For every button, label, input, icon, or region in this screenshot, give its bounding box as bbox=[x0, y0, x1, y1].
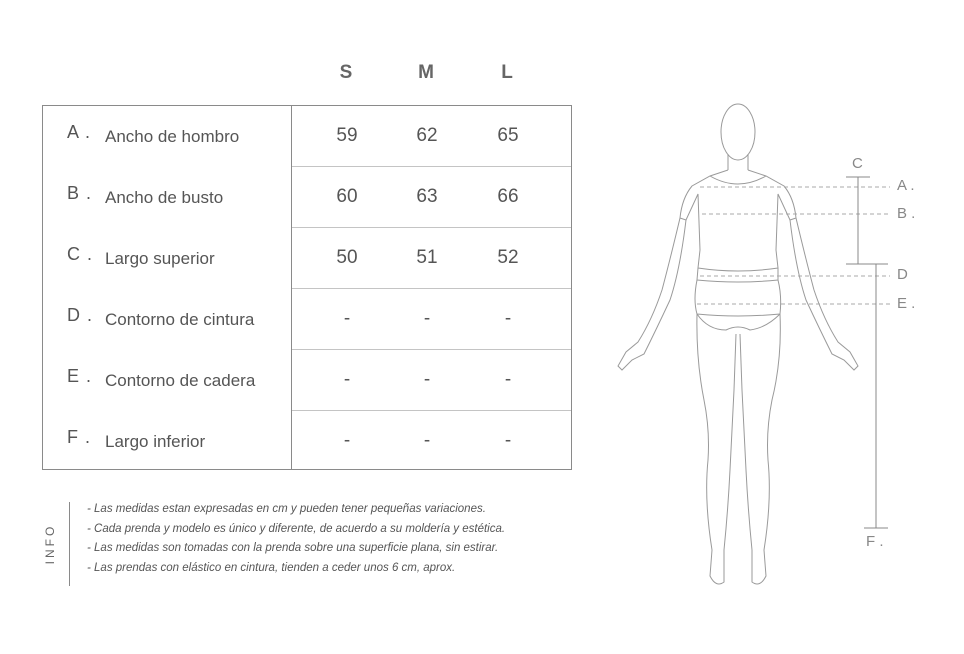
row-label: Largo superior bbox=[105, 249, 215, 268]
cell-value-s: - bbox=[343, 369, 351, 390]
label-d: D bbox=[897, 266, 908, 283]
table-row bbox=[43, 228, 571, 289]
label-f: F . bbox=[866, 533, 884, 550]
table-row bbox=[43, 289, 571, 350]
cell-value-s: - bbox=[343, 308, 351, 329]
cell-value-l: 66 bbox=[497, 186, 519, 207]
left-arm-outline bbox=[618, 218, 686, 370]
cell-value-s: - bbox=[343, 430, 351, 451]
cell-value-m: - bbox=[423, 308, 431, 329]
cell-value-s: 60 bbox=[336, 186, 358, 207]
figure-labels bbox=[852, 155, 915, 550]
row-letter: F . bbox=[67, 427, 91, 447]
label-b: B . bbox=[897, 205, 916, 222]
table-row bbox=[43, 167, 571, 228]
cell-value-l: 65 bbox=[497, 125, 519, 146]
info-label: INFO bbox=[43, 523, 57, 565]
row-label: Largo inferior bbox=[105, 432, 206, 451]
cell-value-l: 52 bbox=[497, 247, 519, 268]
table-row bbox=[43, 350, 571, 411]
torso-outline bbox=[680, 170, 796, 271]
head-outline bbox=[721, 104, 755, 160]
right-leg-outline bbox=[740, 314, 780, 584]
left-leg-outline bbox=[697, 314, 736, 584]
row-letter: B . bbox=[67, 183, 93, 203]
row-label: Ancho de hombro bbox=[105, 127, 240, 146]
cell-value-m: - bbox=[423, 369, 431, 390]
cell-value-m: 63 bbox=[416, 186, 438, 207]
cell-value-l: - bbox=[504, 308, 512, 329]
info-note: - Las medidas estan expresadas en cm y pueden tener pequeñas variaciones. bbox=[87, 503, 486, 515]
info-divider bbox=[69, 502, 70, 586]
row-letter: A . bbox=[67, 122, 92, 142]
row-label: Contorno de cintura bbox=[105, 310, 255, 329]
size-header-l: L bbox=[501, 62, 513, 83]
info-note: - Las prendas con elástico en cintura, tienden a ceder unos 6 cm, aprox. bbox=[87, 562, 456, 574]
row-label: Ancho de busto bbox=[105, 188, 224, 207]
size-header-s: S bbox=[339, 62, 353, 83]
length-measures bbox=[846, 177, 888, 528]
cell-value-s: 59 bbox=[336, 125, 358, 146]
cell-value-m: 62 bbox=[416, 125, 438, 146]
cell-value-l: - bbox=[504, 369, 512, 390]
size-header-m: M bbox=[418, 62, 434, 83]
size-table bbox=[42, 105, 572, 470]
table-row bbox=[43, 106, 571, 167]
row-letter: C . bbox=[67, 244, 94, 264]
hips-outline bbox=[695, 280, 781, 316]
table-row bbox=[43, 411, 571, 472]
neckline-outline bbox=[710, 176, 766, 184]
label-e: E . bbox=[897, 295, 916, 312]
waistband-outline bbox=[697, 268, 778, 282]
row-label: Contorno de cadera bbox=[105, 371, 256, 390]
row-letter: D . bbox=[67, 305, 94, 325]
cell-value-l: - bbox=[504, 430, 512, 451]
label-c: C bbox=[852, 155, 863, 172]
info-note: - Cada prenda y modelo es único y diferente, de acuerdo a su moldería y estética. bbox=[87, 523, 506, 535]
info-note: - Las medidas son tomadas con la prenda sobre una superficie plana, sin estirar. bbox=[87, 542, 499, 554]
body-figure-diagram bbox=[600, 90, 940, 595]
label-a: A . bbox=[897, 177, 915, 194]
cell-value-m: - bbox=[423, 430, 431, 451]
row-letter: E . bbox=[67, 366, 93, 386]
mannequin-outline bbox=[618, 104, 858, 584]
right-arm-outline bbox=[790, 218, 858, 370]
cell-value-m: 51 bbox=[416, 247, 438, 268]
neck-outline bbox=[728, 154, 748, 170]
cell-value-s: 50 bbox=[336, 247, 358, 268]
